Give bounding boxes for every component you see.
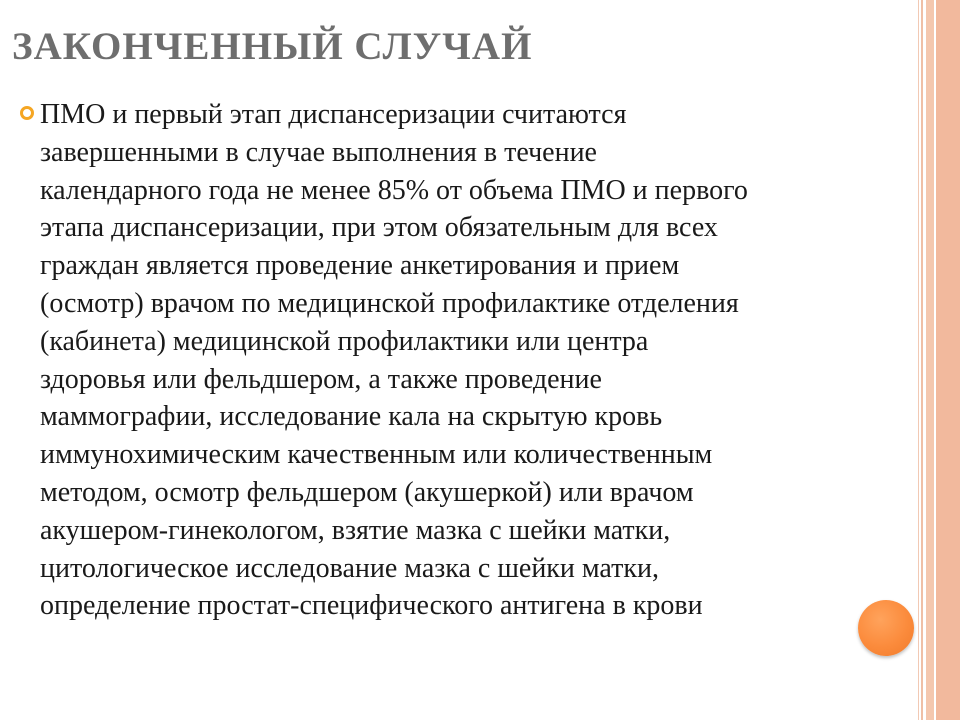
bullet-line: цитологическое исследование мазка с шейки матки, (40, 552, 659, 584)
bullet-line: граждан является проведение анкетирования и прием (40, 250, 680, 282)
slide-title: ЗАКОНЧЕННЫЙ СЛУЧАЙ (12, 25, 533, 68)
bullet-text (40, 96, 916, 625)
bullet-line: ПМО и первый этап диспансеризации считаются (40, 99, 627, 130)
bullet-line: определение простат-специфического антигена в крови (40, 590, 703, 622)
bullet-line: этапа диспансеризации, при этом обязательным для всех (40, 212, 718, 244)
decor-stripe-wide (936, 0, 960, 720)
bullet-line: завершенными в случае выполнения в течение (40, 136, 597, 168)
bullet-line: (осмотр) врачом по медицинской профилактике отделения (40, 287, 739, 319)
bullet-circle-icon (20, 106, 34, 120)
decor-stripe-thin-2 (921, 0, 923, 720)
decor-stripe-medium (926, 0, 934, 720)
decor-stripe-thin (918, 0, 919, 720)
bullet-line: здоровья или фельдшером, а также проведение (40, 363, 602, 395)
bullet-line: акушером-гинекологом, взятие мазка с шейки матки, (40, 514, 671, 546)
slide-content (16, 96, 916, 625)
bullet-line: иммунохимическим качественным или количественным (40, 439, 713, 471)
bullet-line: (кабинета) медицинской профилактики или центра (40, 325, 649, 357)
decor-orange-circle (858, 600, 914, 656)
bullet-line: календарного года не менее 85% от объема ПМО и первого (40, 174, 748, 206)
bullet-line: методом, осмотр фельдшером (акушеркой) или врачом (40, 476, 694, 508)
bullet-line: маммографии, исследование кала на скрытую кровь (40, 401, 663, 433)
